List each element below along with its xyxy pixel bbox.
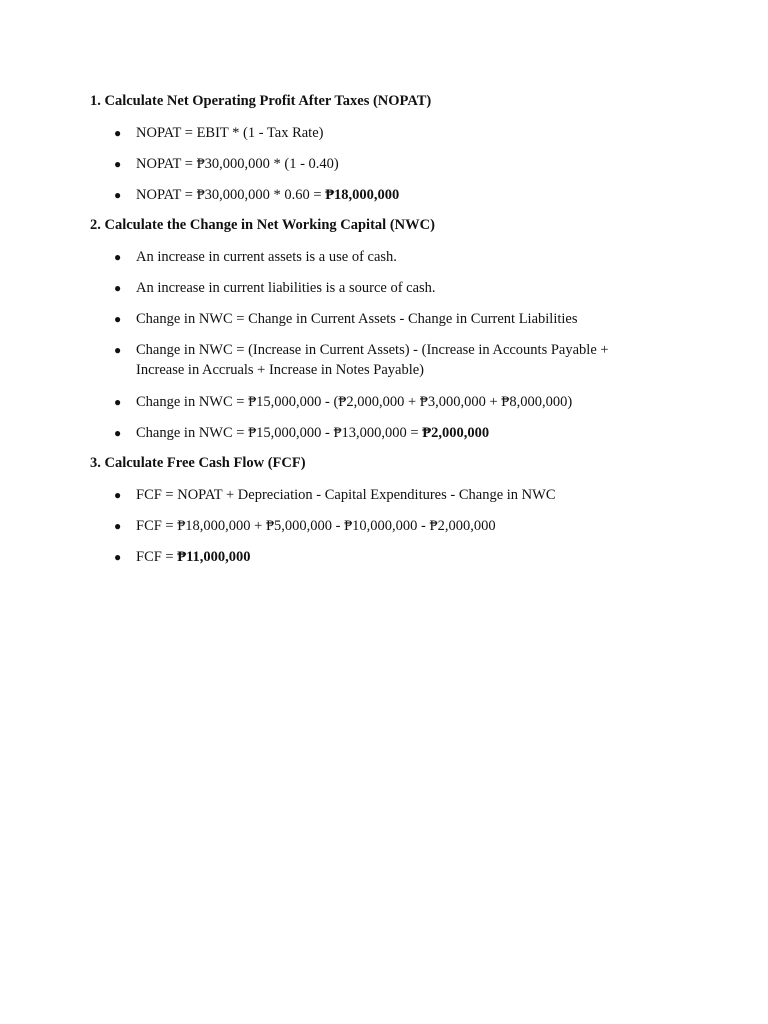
bullet-icon: ● xyxy=(114,519,122,533)
list-item: NOPAT = ₱30,000,000 * (1 - 0.40) xyxy=(136,156,339,172)
bullet-icon: ● xyxy=(114,312,122,326)
bullet-icon: ● xyxy=(114,188,122,202)
list-item: NOPAT = EBIT * (1 - Tax Rate) xyxy=(136,125,324,141)
list-item: Change in NWC = ₱15,000,000 - (₱2,000,000 + ₱3,000,000 + ₱8,000,000) xyxy=(136,394,573,410)
list-item: An increase in current assets is a use of cash. xyxy=(136,249,397,265)
list-item: FCF = NOPAT + Depreciation - Capital Expenditures - Change in NWC xyxy=(136,487,556,503)
bullet-icon: ● xyxy=(114,488,122,502)
bullet-icon: ● xyxy=(114,250,122,264)
bullet-icon: ● xyxy=(114,157,122,171)
list-item: FCF = ₱18,000,000 + ₱5,000,000 - ₱10,000,000 - ₱2,000,000 xyxy=(136,518,496,534)
bullet-icon: ● xyxy=(114,426,122,440)
list-item: Change in NWC = ₱15,000,000 - ₱13,000,000 = ₱2,000,000 xyxy=(136,425,490,441)
list-item: Change in NWC = (Increase in Current Assets) - (Increase in Accounts Payable + Increase in Accruals + Increase in Notes Payable) xyxy=(136,342,609,378)
section-heading-nwc: 2. Calculate the Change in Net Working Capital (NWC) xyxy=(90,217,435,233)
list-item: FCF = ₱11,000,000 xyxy=(136,549,251,565)
list-item: NOPAT = ₱30,000,000 * 0.60 = ₱18,000,000 xyxy=(136,187,400,203)
bullet-icon: ● xyxy=(114,343,122,357)
bullet-icon: ● xyxy=(114,126,122,140)
bullet-icon: ● xyxy=(114,550,122,564)
bullet-icon: ● xyxy=(114,395,122,409)
list-item: Change in NWC = Change in Current Assets - Change in Current Liabilities xyxy=(136,311,578,327)
section-heading-nopat: 1. Calculate Net Operating Profit After Taxes (NOPAT) xyxy=(90,93,432,109)
section-heading-fcf: 3. Calculate Free Cash Flow (FCF) xyxy=(90,455,306,471)
bullet-icon: ● xyxy=(114,281,122,295)
list-item: An increase in current liabilities is a source of cash. xyxy=(136,280,436,296)
